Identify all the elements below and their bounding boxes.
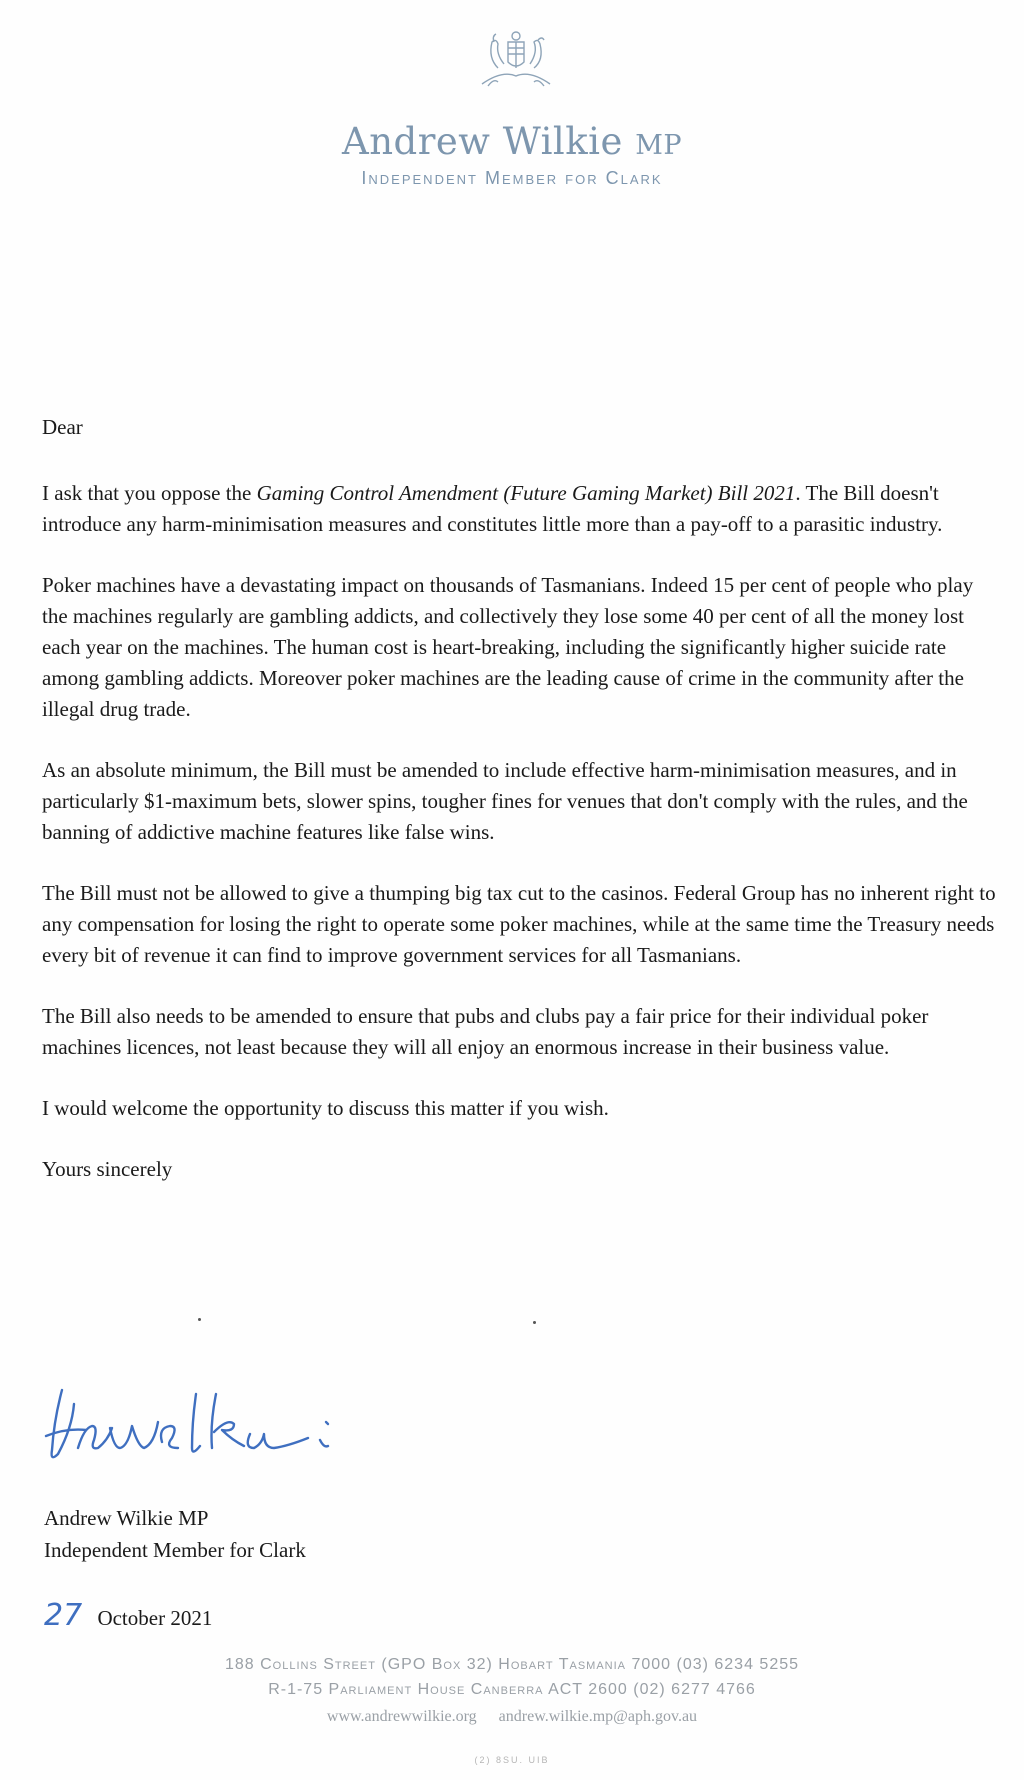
footer-hobart-address: 188 Collins Street (GPO Box 32) Hobart Tasmania 7000 (03) 6234 5255 <box>224 1656 800 1673</box>
signer-block <box>44 1502 306 1566</box>
date-day-handwritten: 27 <box>44 1598 83 1633</box>
scan-speck <box>533 1321 536 1324</box>
paragraph-1-intro: I ask that you oppose the <box>42 481 257 505</box>
date-month-year: October 2021 <box>97 1606 213 1630</box>
letterhead-name-suffix: MP <box>635 130 683 161</box>
paragraph-1-rest: . The Bill doesn't introduce any harm-minimisation measures and constitutes little more than a pay-off to a parasitic industry. <box>42 481 943 536</box>
paragraph-5: The Bill also needs to be amended to ensure that pubs and clubs pay a fair price for their individual poker machines licences, not least because they will all enjoy an enormous increase in their business value. <box>42 1004 929 1059</box>
signer-name: Andrew Wilkie MP <box>44 1506 209 1530</box>
footer-email: andrew.wilkie.mp@aph.gov.au <box>498 1708 698 1725</box>
paragraph-3: As an absolute minimum, the Bill must be amended to include effective harm-minimisation measures, and in particularly $1-maximum bets, slower spins, tougher fines for venues that don't comply with the rules, and the banning of addictive machine features like false wins. <box>42 758 968 844</box>
scan-mark: (2) 8SU. UIB <box>474 1755 550 1765</box>
salutation: Dear <box>42 415 83 439</box>
coat-of-arms-icon <box>468 28 564 92</box>
footer-canberra-address: R-1-75 Parliament House Canberra ACT 2600 (02) 6277 4766 <box>268 1681 756 1698</box>
scan-speck <box>198 1318 201 1321</box>
paragraph-6: I would welcome the opportunity to discuss this matter if you wish. <box>42 1096 609 1120</box>
closing: Yours sincerely <box>42 1157 173 1181</box>
letter-body <box>42 412 1002 1215</box>
letterhead-name-text: Andrew Wilkie <box>341 120 623 163</box>
paragraph-2: Poker machines have a devastating impact on thousands of Tasmanians. Indeed 15 per cent of people who play the machines regularly are gambling addicts, and collectively they lose some 40 per cent of all the money lost each year on the machines. The human cost is heart-breaking, including the significantly higher suicide rate among gambling addicts. Moreover poker machines are the leading cause of crime in the community after the illegal drug trade. <box>42 573 974 721</box>
letterhead-name <box>0 120 1024 163</box>
footer-website: www.andrewwilkie.org <box>326 1708 477 1725</box>
bill-title: Gaming Control Amendment (Future Gaming Market) Bill 2021 <box>256 481 796 505</box>
letter-date <box>44 1598 212 1638</box>
paragraph-1 <box>42 478 1002 540</box>
signer-title: Independent Member for Clark <box>44 1538 306 1562</box>
paragraph-4: The Bill must not be allowed to give a thumping big tax cut to the casinos. Federal Group has no inherent right to any compensation for losing the right to operate some poker machines, while at the same time the Treasury needs every bit of revenue it can find to improve government services for all Tasmanians. <box>42 881 996 967</box>
letterhead-subtitle: Independent Member for Clark <box>361 168 663 188</box>
signature-icon <box>44 1378 384 1478</box>
footer-contact <box>0 1708 1024 1726</box>
